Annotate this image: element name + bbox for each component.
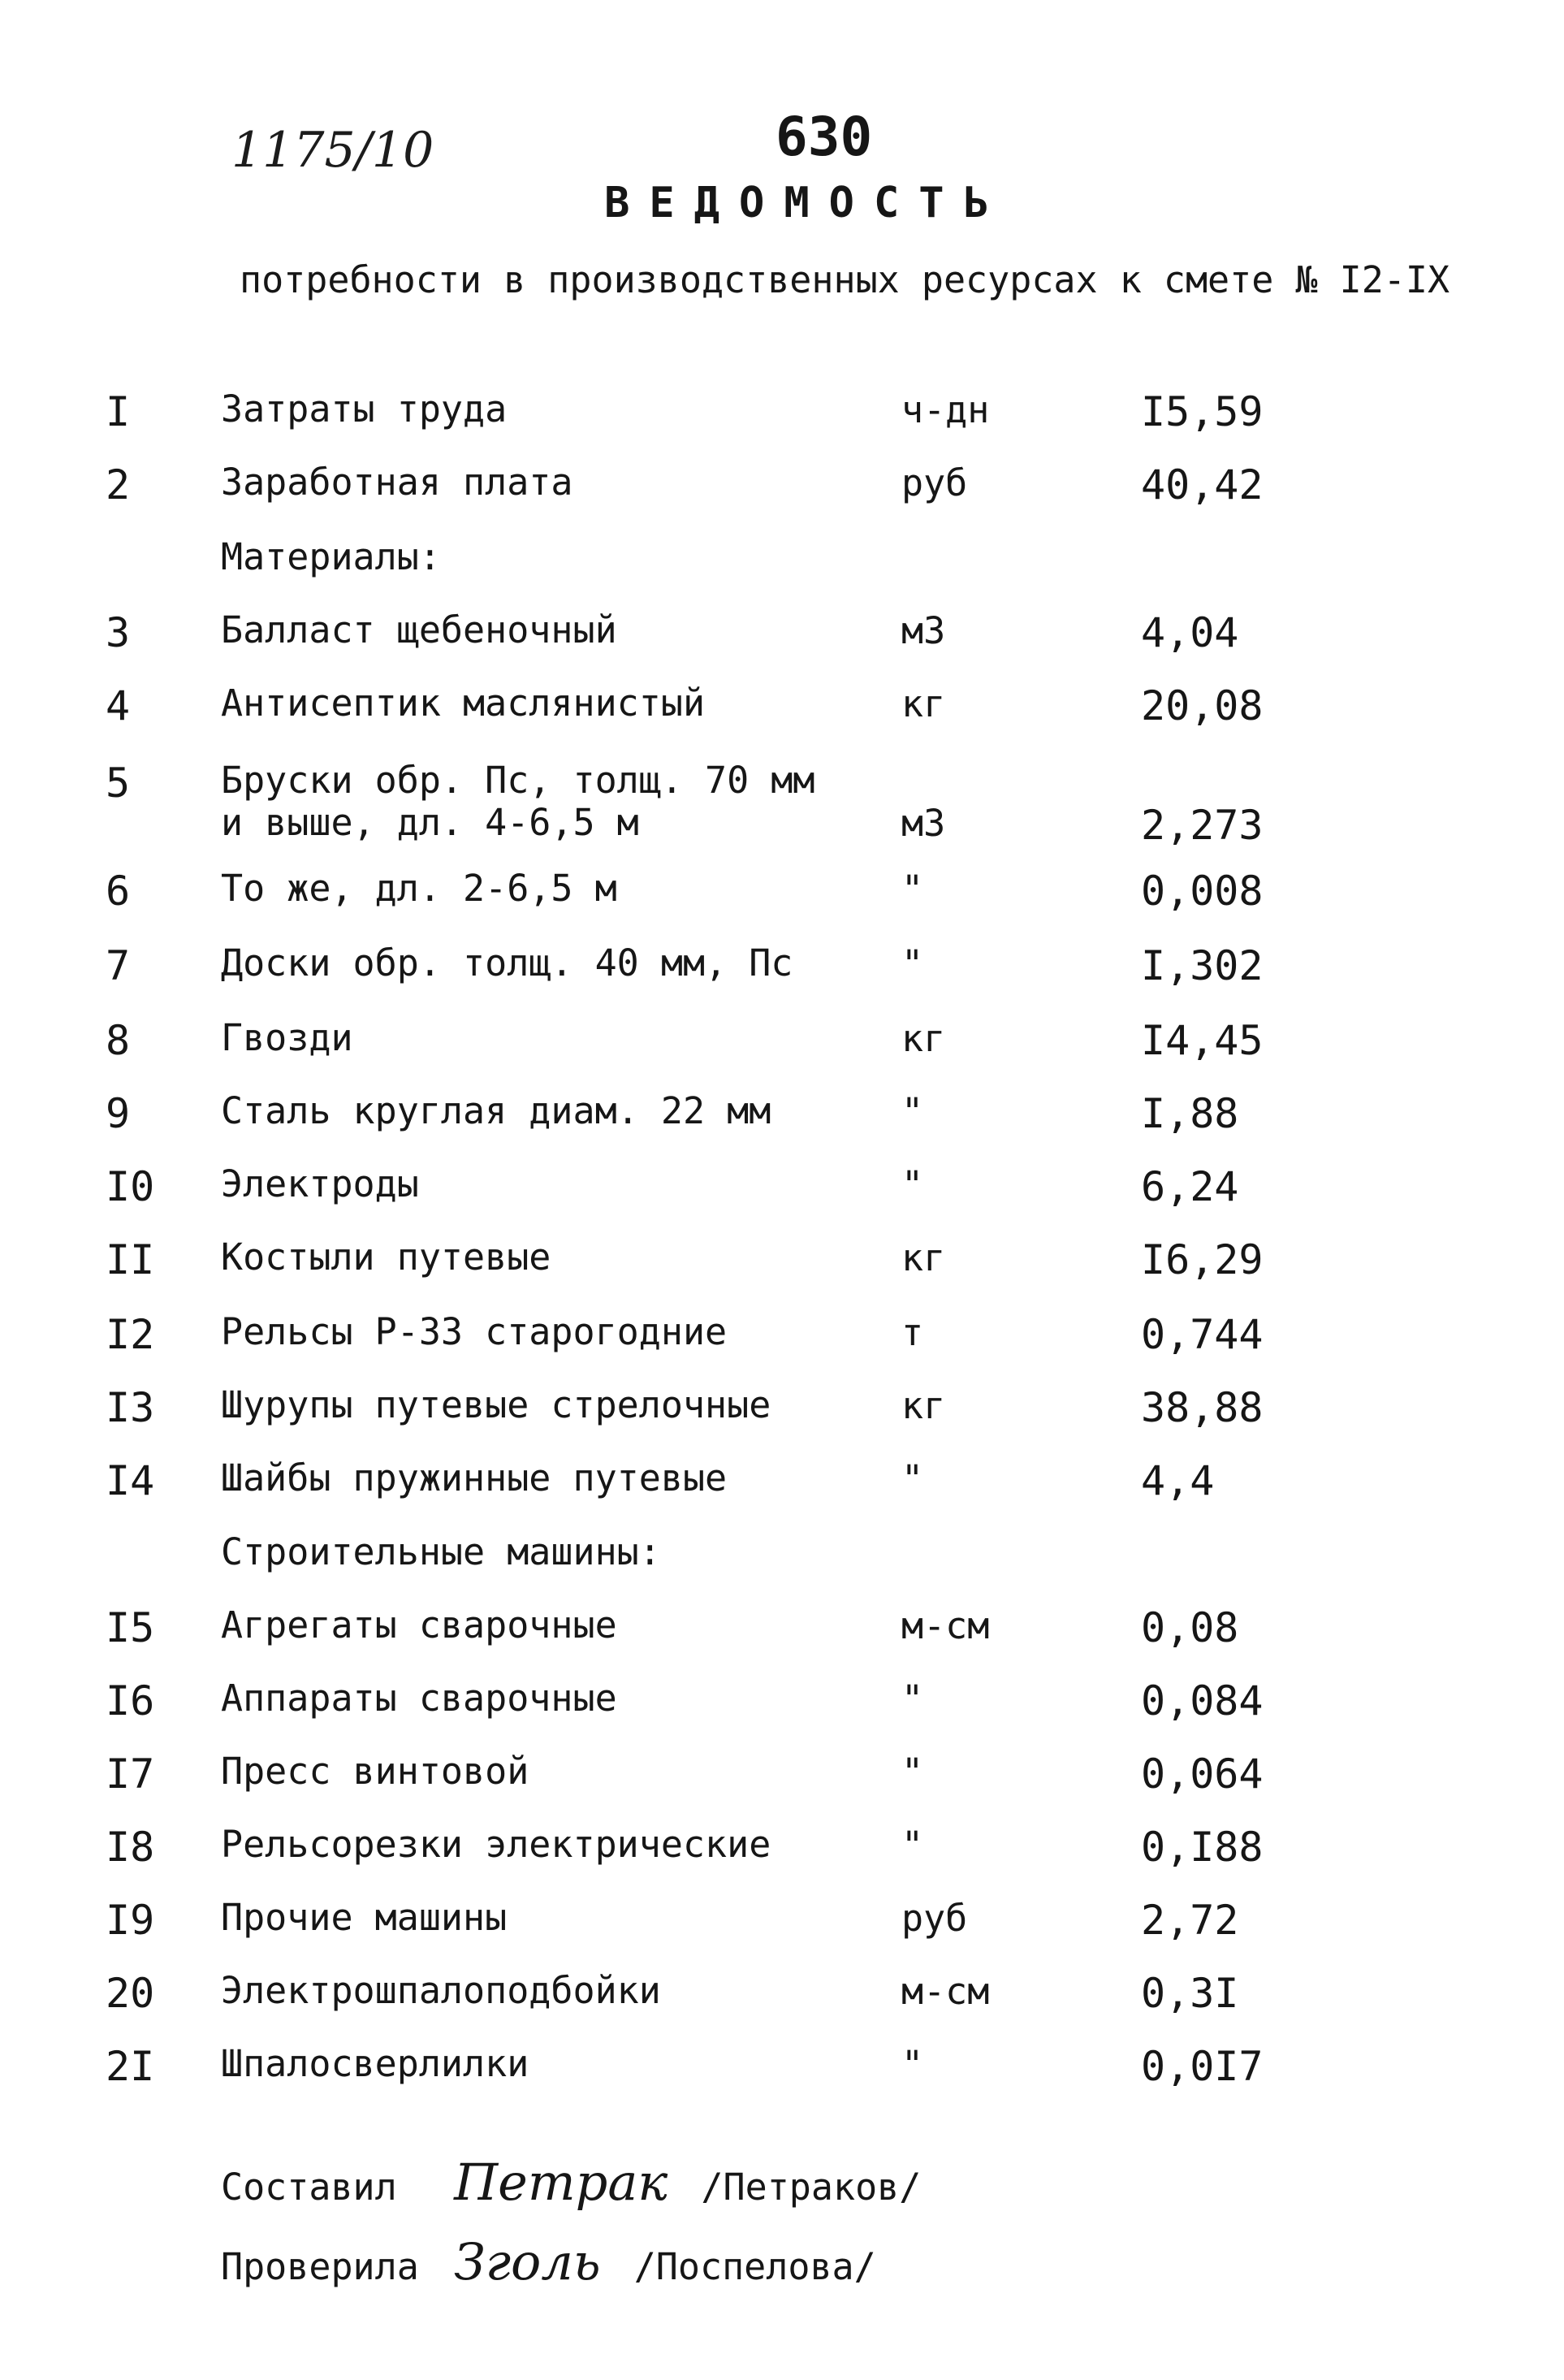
row-unit: " <box>901 942 924 985</box>
section-heading: Материалы: <box>221 535 441 578</box>
row-name: Костыли путевые <box>221 1235 551 1279</box>
table-row <box>0 388 1564 453</box>
row-quantity: 40,42 <box>1141 461 1264 508</box>
row-name: Электрошпалоподбойки <box>221 1969 661 2012</box>
document-title: ВЕДОМОСТЬ <box>604 179 1009 227</box>
archive-number: 1175/10 <box>231 122 434 179</box>
table-row <box>0 1897 1564 1962</box>
row-unit: т <box>901 1311 924 1354</box>
checked-by-signature: Зголь <box>454 2232 601 2291</box>
section-heading-machines <box>0 1531 1564 1596</box>
row-name: Антисептик маслянистый <box>221 682 706 725</box>
checked-by-line <box>221 2232 876 2291</box>
row-quantity: 0,0I7 <box>1141 2043 1264 2090</box>
table-row <box>0 868 1564 933</box>
table-row <box>0 609 1564 674</box>
row-number: I8 <box>106 1824 155 1871</box>
row-number: I2 <box>106 1311 155 1358</box>
row-name: Доски обр. толщ. 40 мм, Пс <box>221 941 793 984</box>
table-row <box>0 1090 1564 1155</box>
table-row <box>0 1824 1564 1889</box>
row-name: Балласт щебеночный <box>221 608 617 651</box>
row-name: Электроды <box>221 1162 419 1205</box>
row-unit: " <box>901 868 924 911</box>
row-unit: кг <box>901 1384 946 1427</box>
row-number: I6 <box>106 1677 155 1724</box>
row-name: Шурупы путевые стрелочные <box>221 1383 771 1426</box>
row-unit: ч-дн <box>901 388 990 431</box>
section-heading: Строительные машины: <box>221 1530 661 1573</box>
row-name: Аппараты сварочные <box>221 1677 617 1720</box>
row-unit: руб <box>901 1897 968 1940</box>
table-row <box>0 1384 1564 1449</box>
row-number: 7 <box>106 942 131 989</box>
row-quantity: I,88 <box>1141 1090 1239 1137</box>
row-quantity: 2,273 <box>1141 802 1264 849</box>
row-unit: кг <box>901 1236 946 1279</box>
row-name: Затраты труда <box>221 387 508 431</box>
table-row <box>0 759 1564 857</box>
row-quantity: 6,24 <box>1141 1163 1239 1210</box>
compiled-by-label: Составил <box>221 2166 397 2209</box>
row-quantity: 2,72 <box>1141 1897 1239 1944</box>
row-quantity: 0,744 <box>1141 1311 1264 1358</box>
table-row <box>0 1970 1564 2035</box>
row-quantity: 0,064 <box>1141 1750 1264 1798</box>
row-quantity: I4,45 <box>1141 1017 1264 1064</box>
row-quantity: 4,04 <box>1141 609 1239 656</box>
row-number: I3 <box>106 1384 155 1431</box>
row-number: 20 <box>106 1970 155 2017</box>
row-unit: " <box>901 1824 924 1867</box>
row-quantity: 4,4 <box>1141 1457 1215 1504</box>
row-quantity: 0,008 <box>1141 868 1264 915</box>
row-unit: " <box>901 2043 924 2086</box>
table-row <box>0 1677 1564 1742</box>
row-quantity: I5,59 <box>1141 388 1264 435</box>
row-unit: " <box>901 1457 924 1500</box>
row-unit: " <box>901 1163 924 1206</box>
row-name: Бруски обр. Пс, толщ. 70 мм <box>221 759 815 802</box>
row-unit: м3 <box>901 609 946 652</box>
row-unit: кг <box>901 682 946 725</box>
row-number: I9 <box>106 1897 155 1944</box>
row-name: Сталь круглая диам. 22 мм <box>221 1089 771 1132</box>
table-row <box>0 1311 1564 1376</box>
row-quantity: I,302 <box>1141 942 1264 989</box>
row-number: I <box>106 388 131 435</box>
checked-by-name: /Поспелова/ <box>633 2245 876 2288</box>
row-name: Рельсорезки электрические <box>221 1823 771 1866</box>
row-quantity: 0,084 <box>1141 1677 1264 1724</box>
compiled-by-name: /Петраков/ <box>701 2166 922 2209</box>
checked-by-label: Проверила <box>221 2245 419 2288</box>
row-number: 3 <box>106 609 131 656</box>
page-number: 630 <box>776 106 873 168</box>
row-name: Гвозди <box>221 1016 353 1059</box>
row-quantity: 0,3I <box>1141 1970 1239 2017</box>
row-name: Рельсы Р-33 старогодние <box>221 1310 728 1353</box>
compiled-by-line <box>221 2153 921 2212</box>
row-name-continued: и выше, дл. 4-6,5 м <box>221 801 639 844</box>
row-quantity: 0,I88 <box>1141 1824 1264 1871</box>
row-name: Шайбы пружинные путевые <box>221 1456 728 1499</box>
table-row <box>0 942 1564 1007</box>
row-number: 9 <box>106 1090 131 1137</box>
table-row <box>0 1604 1564 1669</box>
row-name: Заработная плата <box>221 461 573 504</box>
table-row <box>0 2043 1564 2108</box>
row-unit: м-см <box>901 1970 990 2013</box>
row-unit: м-см <box>901 1604 990 1647</box>
row-quantity: I6,29 <box>1141 1236 1264 1283</box>
row-number: 2 <box>106 461 131 508</box>
row-name: То же, дл. 2-6,5 м <box>221 867 617 910</box>
row-unit: м3 <box>901 802 946 845</box>
row-number: I4 <box>106 1457 155 1504</box>
row-number: 4 <box>106 682 131 729</box>
row-number: I0 <box>106 1163 155 1210</box>
table-row <box>0 1750 1564 1815</box>
row-number: I7 <box>106 1750 155 1798</box>
row-unit: " <box>901 1677 924 1720</box>
row-unit: " <box>901 1750 924 1794</box>
row-unit: кг <box>901 1017 946 1060</box>
row-number: 2I <box>106 2043 155 2090</box>
row-quantity: 20,08 <box>1141 682 1264 729</box>
table-row <box>0 682 1564 747</box>
row-number: 6 <box>106 868 131 915</box>
row-name: Пресс винтовой <box>221 1750 529 1793</box>
table-row <box>0 461 1564 526</box>
row-quantity: 38,88 <box>1141 1384 1264 1431</box>
table-row <box>0 1017 1564 1082</box>
row-number: II <box>106 1236 155 1283</box>
row-quantity: 0,08 <box>1141 1604 1239 1651</box>
row-name: Агрегаты сварочные <box>221 1603 617 1647</box>
row-name: Шпалосверлилки <box>221 2042 529 2085</box>
row-number: I5 <box>106 1604 155 1651</box>
row-name: Прочие машины <box>221 1896 508 1939</box>
table-row <box>0 1236 1564 1301</box>
document-subtitle: потребности в производственных ресурсах к смете № I2-IX <box>240 258 1450 301</box>
compiled-by-signature: Петрак <box>454 2153 668 2212</box>
table-row <box>0 1163 1564 1228</box>
table-row <box>0 1457 1564 1522</box>
row-number: 5 <box>106 759 131 807</box>
row-unit: " <box>901 1090 924 1133</box>
section-heading-materials <box>0 536 1564 601</box>
row-unit: руб <box>901 461 968 504</box>
row-number: 8 <box>106 1017 131 1064</box>
